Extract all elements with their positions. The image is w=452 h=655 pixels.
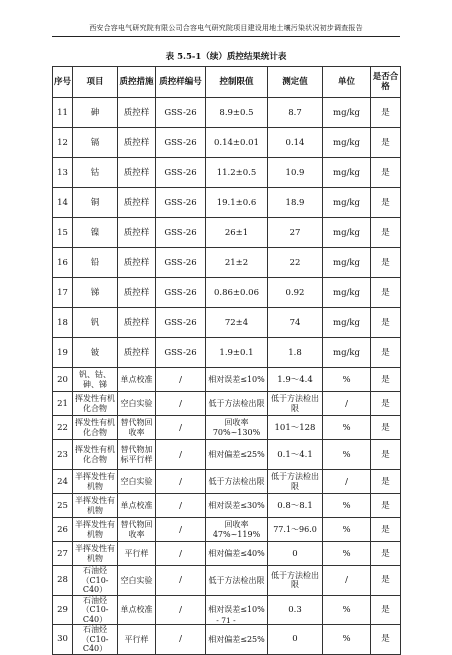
cell-unit: mg/kg [323,158,371,188]
cell-no: 15 [53,218,73,248]
cell-item: 挥发性有机化合物 [73,392,118,416]
cell-unit: mg/kg [323,278,371,308]
cell-limit: 0.14±0.01 [206,128,268,158]
cell-value: 101～128 [268,416,323,440]
cell-unit: mg/kg [323,308,371,338]
cell-unit: mg/kg [323,218,371,248]
cell-limit: 相对偏差≤25% [206,440,268,470]
cell-unit: % [323,368,371,392]
cell-unit: % [323,595,371,625]
cell-unit: % [323,542,371,566]
cell-limit: 11.2±0.5 [206,158,268,188]
cell-limit: 低于方法检出限 [206,392,268,416]
cell-limit: 19.1±0.6 [206,188,268,218]
cell-no: 28 [53,566,73,596]
table-row [53,278,401,308]
cell-measure: 平行样 [118,542,156,566]
cell-value: 低于方法检出限 [268,470,323,494]
table-row [53,128,401,158]
cell-code: / [156,625,206,655]
qc-results-table [52,66,401,655]
cell-pass: 是 [371,625,401,655]
table-header-row [53,67,401,98]
cell-item: 石油烃（C10-C40） [73,595,118,625]
table-row [53,158,401,188]
cell-measure: 质控样 [118,188,156,218]
table-row [53,392,401,416]
col-header-pass: 是否合格 [371,67,401,98]
cell-unit: mg/kg [323,128,371,158]
cell-pass: 是 [371,218,401,248]
cell-item: 镉 [73,128,118,158]
cell-pass: 是 [371,595,401,625]
cell-pass: 是 [371,188,401,218]
cell-no: 20 [53,368,73,392]
cell-measure: 单点校准 [118,595,156,625]
cell-item: 石油烃（C10-C40） [73,625,118,655]
cell-unit: % [323,518,371,542]
cell-limit: 回收率47%~119% [206,518,268,542]
cell-limit: 0.86±0.06 [206,278,268,308]
cell-limit: 回收率70%~130% [206,416,268,440]
cell-measure: 质控样 [118,248,156,278]
cell-measure: 质控样 [118,308,156,338]
cell-limit: 相对误差≤10% [206,368,268,392]
cell-code: / [156,392,206,416]
cell-item: 挥发性有机化合物 [73,440,118,470]
table-caption: 表 5.5-1（续）质控结果统计表 [165,52,287,62]
cell-value: 1.8 [268,338,323,368]
cell-value: 0 [268,542,323,566]
cell-code: / [156,470,206,494]
cell-item: 铜 [73,188,118,218]
cell-pass: 是 [371,278,401,308]
cell-measure: 单点校准 [118,494,156,518]
cell-code: / [156,542,206,566]
table-row [53,218,401,248]
cell-unit: mg/kg [323,98,371,128]
cell-pass: 是 [371,518,401,542]
cell-limit: 相对偏差≤40% [206,542,268,566]
cell-no: 17 [53,278,73,308]
cell-measure: 质控样 [118,98,156,128]
cell-code: / [156,518,206,542]
cell-value: 0.92 [268,278,323,308]
cell-code: GSS-26 [156,338,206,368]
cell-value: 74 [268,308,323,338]
cell-no: 27 [53,542,73,566]
cell-value: 18.9 [268,188,323,218]
cell-item: 锑 [73,278,118,308]
cell-code: GSS-26 [156,218,206,248]
cell-pass: 是 [371,542,401,566]
cell-item: 半挥发性有机物 [73,494,118,518]
cell-value: 0.1～4.1 [268,440,323,470]
cell-pass: 是 [371,248,401,278]
cell-code: GSS-26 [156,308,206,338]
cell-code: GSS-26 [156,188,206,218]
cell-measure: 质控样 [118,278,156,308]
table-row [53,98,401,128]
cell-measure: 空白实验 [118,392,156,416]
table-row [53,248,401,278]
cell-unit: mg/kg [323,248,371,278]
cell-value: 0.8～8.1 [268,494,323,518]
cell-measure: 质控样 [118,338,156,368]
cell-value: 0.14 [268,128,323,158]
cell-code: GSS-26 [156,98,206,128]
cell-limit: 低于方法检出限 [206,470,268,494]
header-rule [52,36,400,37]
cell-item: 钒 [73,308,118,338]
cell-limit: 26±1 [206,218,268,248]
page-number: - 71 - [216,616,236,625]
cell-pass: 是 [371,128,401,158]
cell-item: 石油烃（C10-C40） [73,566,118,596]
col-header-code: 质控样编号 [156,67,206,98]
cell-no: 13 [53,158,73,188]
cell-no: 18 [53,308,73,338]
cell-pass: 是 [371,440,401,470]
cell-no: 24 [53,470,73,494]
table-row [53,625,401,655]
cell-no: 11 [53,98,73,128]
cell-limit: 8.9±0.5 [206,98,268,128]
cell-unit: / [323,566,371,596]
cell-no: 14 [53,188,73,218]
cell-unit: mg/kg [323,188,371,218]
cell-item: 半挥发性有机物 [73,470,118,494]
cell-value: 0.3 [268,595,323,625]
cell-value: 22 [268,248,323,278]
cell-item: 砷 [73,98,118,128]
cell-limit: 相对偏差≤25% [206,625,268,655]
table-row [53,368,401,392]
cell-item: 挥发性有机化合物 [73,416,118,440]
cell-value: 1.9～4.4 [268,368,323,392]
cell-unit: % [323,416,371,440]
cell-pass: 是 [371,98,401,128]
cell-item: 铍 [73,338,118,368]
cell-measure: 替代物回收率 [118,416,156,440]
col-header-unit: 单位 [323,67,371,98]
table-row [53,566,401,596]
cell-measure: 替代物加标平行样 [118,440,156,470]
cell-code: / [156,440,206,470]
table-row [53,542,401,566]
cell-item: 铅 [73,248,118,278]
cell-no: 22 [53,416,73,440]
cell-no: 29 [53,595,73,625]
running-header: 西安合容电气研究院有限公司合容电气研究院项目建设用地土壤污染状况初步调查报告 [89,24,363,32]
cell-unit: / [323,392,371,416]
cell-unit: % [323,494,371,518]
cell-limit: 相对误差≤10% [206,595,268,625]
cell-unit: mg/kg [323,338,371,368]
cell-measure: 单点校准 [118,368,156,392]
cell-item: 钒、钴、砷、锑 [73,368,118,392]
cell-code: GSS-26 [156,248,206,278]
table-row [53,308,401,338]
cell-pass: 是 [371,566,401,596]
cell-no: 12 [53,128,73,158]
cell-no: 23 [53,440,73,470]
cell-value: 0 [268,625,323,655]
cell-no: 25 [53,494,73,518]
cell-measure: 替代物回收率 [118,518,156,542]
cell-measure: 质控样 [118,218,156,248]
cell-value: 77.1～96.0 [268,518,323,542]
cell-pass: 是 [371,416,401,440]
cell-limit: 低于方法检出限 [206,566,268,596]
cell-no: 19 [53,338,73,368]
cell-measure: 空白实验 [118,470,156,494]
cell-no: 16 [53,248,73,278]
cell-code: GSS-26 [156,128,206,158]
cell-measure: 质控样 [118,128,156,158]
cell-item: 钴 [73,158,118,188]
cell-no: 21 [53,392,73,416]
cell-code: / [156,416,206,440]
cell-limit: 21±2 [206,248,268,278]
cell-pass: 是 [371,338,401,368]
cell-measure: 空白实验 [118,566,156,596]
table-row [53,518,401,542]
cell-pass: 是 [371,392,401,416]
table-row [53,338,401,368]
cell-measure: 平行样 [118,625,156,655]
cell-limit: 1.9±0.1 [206,338,268,368]
cell-pass: 是 [371,308,401,338]
cell-value: 低于方法检出限 [268,566,323,596]
cell-limit: 相对误差≤30% [206,494,268,518]
cell-pass: 是 [371,158,401,188]
table-row [53,494,401,518]
cell-code: / [156,368,206,392]
cell-code: GSS-26 [156,278,206,308]
table-row [53,416,401,440]
cell-code: / [156,494,206,518]
cell-unit: % [323,625,371,655]
cell-code: GSS-26 [156,158,206,188]
cell-value: 低于方法检出限 [268,392,323,416]
cell-pass: 是 [371,494,401,518]
col-header-item: 项目 [73,67,118,98]
cell-pass: 是 [371,470,401,494]
col-header-no: 序号 [53,67,73,98]
table-row [53,470,401,494]
cell-item: 半挥发性有机物 [73,542,118,566]
cell-no: 30 [53,625,73,655]
cell-item: 半挥发性有机物 [73,518,118,542]
cell-unit: / [323,470,371,494]
cell-measure: 质控样 [118,158,156,188]
cell-code: / [156,566,206,596]
cell-limit: 72±4 [206,308,268,338]
cell-unit: % [323,440,371,470]
cell-pass: 是 [371,368,401,392]
col-header-limit: 控制限值 [206,67,268,98]
col-header-value: 测定值 [268,67,323,98]
cell-code: / [156,595,206,625]
cell-value: 10.9 [268,158,323,188]
table-row [53,440,401,470]
cell-value: 27 [268,218,323,248]
table-row [53,188,401,218]
cell-item: 镍 [73,218,118,248]
col-header-measure: 质控措施 [118,67,156,98]
cell-no: 26 [53,518,73,542]
cell-value: 8.7 [268,98,323,128]
